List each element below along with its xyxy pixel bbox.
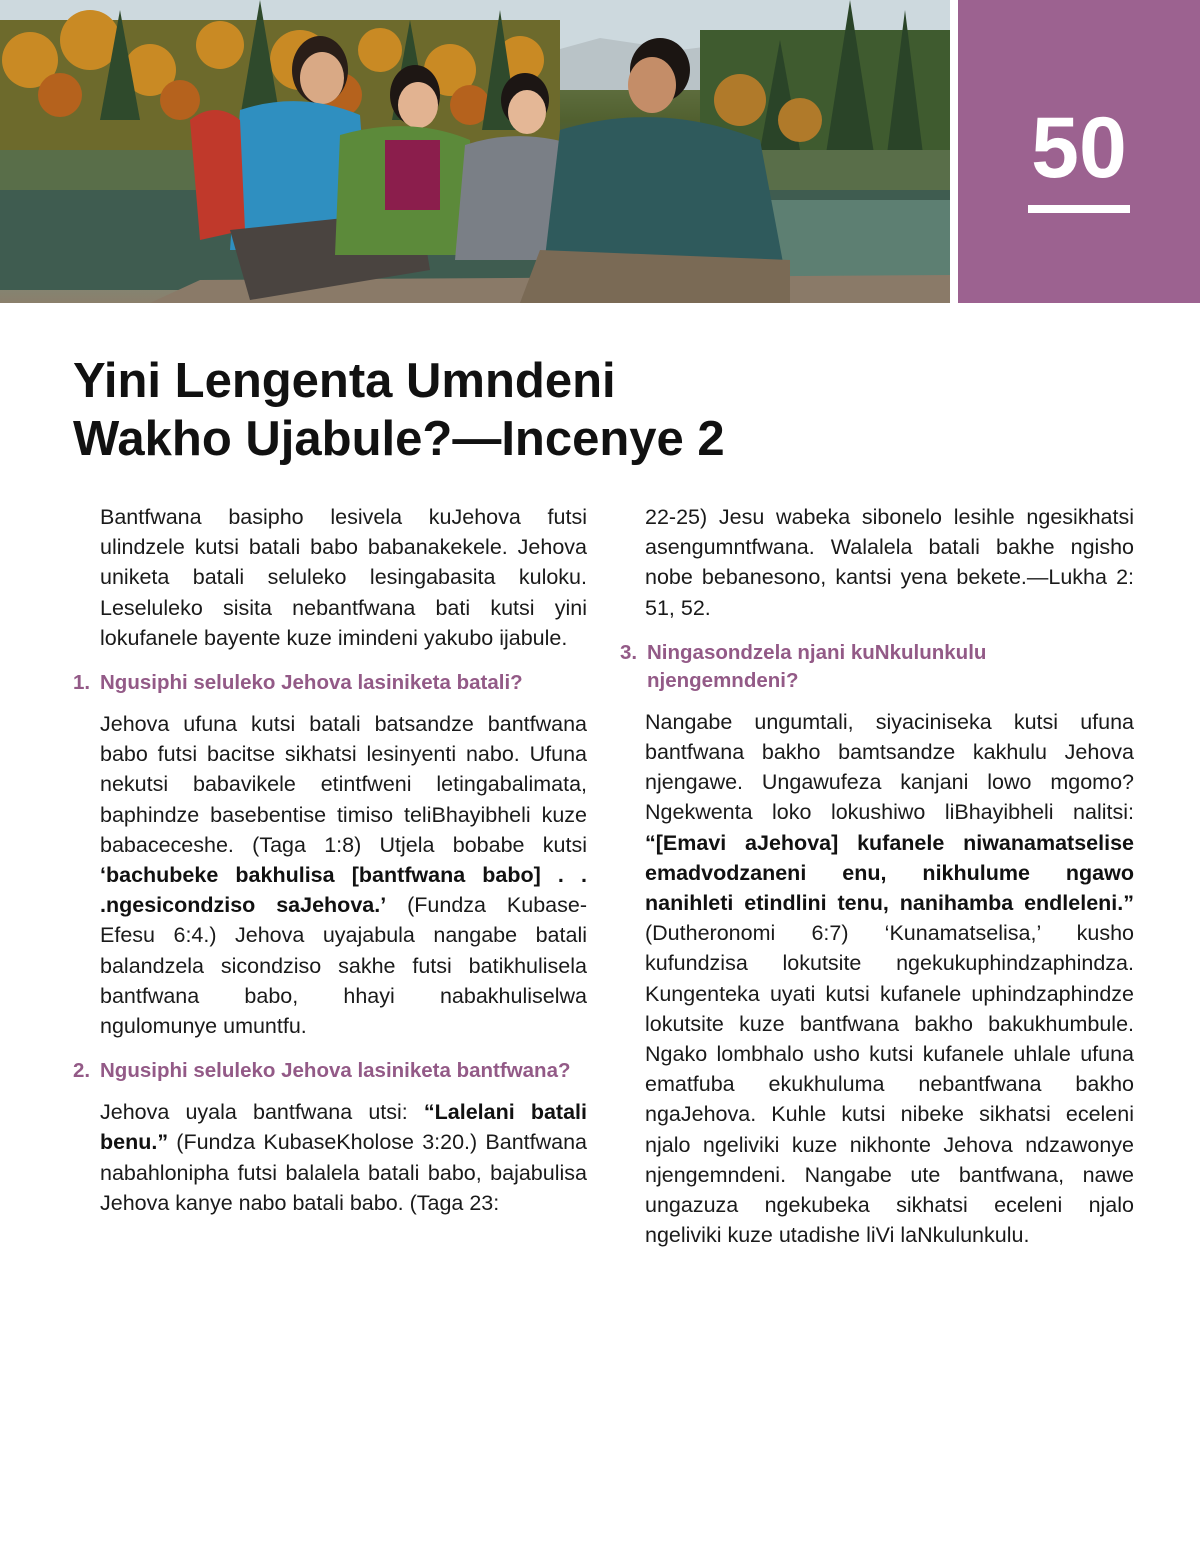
question-2-text: Ngusiphi seluleko Jehova lasiniketa bantfwana? xyxy=(100,1059,571,1083)
question-3-heading xyxy=(620,639,1134,695)
question-3-number: 3. xyxy=(620,640,638,664)
question-1-heading xyxy=(73,669,587,697)
page-title-line2: Wakho Ujabule?—Incenye 2 xyxy=(73,412,725,466)
section-1-bold-quote: ‘bachubeke bakhulisa [bantfwana babo] . . .ngesicondziso saJehova.’ xyxy=(100,863,587,918)
family-photo-illustration xyxy=(0,0,950,303)
question-1-number: 1. xyxy=(73,671,91,695)
chapter-number-underline xyxy=(1028,205,1130,213)
section-2-text-b: (Fundza KubaseKholose 3:20.) Bantfwana nabahlonipha futsi balalela batali babo, bajabulisa Jehova kanye nabo batali babo. (Taga 23: xyxy=(100,1130,587,1215)
page-title xyxy=(73,352,973,468)
section-3-bold-quote: “[Emavi aJehova] kufanele niwanamatselise emadvodzaneni enu, nikhulume ngawo nanihleti etindlini tenu, nanihamba endleleni.” xyxy=(645,830,1134,916)
section-2-bold-quote: “Lalelani batali benu.” xyxy=(100,1100,587,1155)
right-column xyxy=(620,502,1134,1250)
question-2-heading xyxy=(73,1057,587,1085)
question-3-text: Ningasondzela njani kuNkulunkulu njengemndeni? xyxy=(647,640,987,692)
section-1-text-b: (Fundza Kubase-Efesu 6:4.) Jehova uyajabula nangabe batali balandzela sicondziso sakhe futsi batikhulisela bantfwana babo, hhayi nabakhuliselwa ngulomunye umuntfu. xyxy=(100,893,587,1039)
section-1-text-a: Jehova ufuna kutsi batali batsandze bantfwana babo futsi bacitse sikhatsi lesinyenti nabo. Ufuna nekutsi babavikele etintfweni letingabalimata, baphindze basebentise timiso teliBhayibheli kuze babaceceshe. (Taga 1:8) Utjela bobabe kutsi xyxy=(100,712,587,857)
section-2-text-a: Jehova uyala bantfwana utsi: xyxy=(100,1100,424,1125)
intro-paragraph: Bantfwana basipho lesivela kuJehova futsi ulindzele kutsi batali babo babanakekele. Jehova uniketa batali seluleko lesingabasita kuloku. Leseluleko sisita nebantfwana bati kutsi yini lokufanele bayente kuze imindeni yakubo ijabule. xyxy=(100,505,587,650)
section-1-paragraph xyxy=(100,709,587,1041)
section-2-continuation: 22-25) Jesu wabeka sibonelo lesihle ngesikhatsi asengumntfwana. Walalela batali bakhe ngisho nobe bebanesono, kantsi yena bekete.—Lukha 2: 51, 52. xyxy=(645,505,1134,620)
section-3-paragraph xyxy=(645,707,1134,1251)
chapter-number: 50 xyxy=(1031,100,1127,196)
question-1-text: Ngusiphi seluleko Jehova lasiniketa batali? xyxy=(100,671,523,695)
header-photo xyxy=(0,0,950,303)
chapter-number-box xyxy=(958,0,1200,303)
section-3-text-b: (Dutheronomi 6:7) ‘Kunamatselisa,’ kusho kufundzisa lokutsite ngekukuphindzaphindza. Kungenteka uyati kutsi kufanele uphindzaphindze lokutsite kuze bantfwana bakho bakukhumbule. Ngako lombhalo usho kutsi kufanele uhlale ufuna ematfuba ekukhuluma nebantfwana bakho ngaJehova. Kuhle kutsi nibeke sikhatsi eceleni njalo ngeliviki kuze nikhonte Jehova ndzawonye njengemndeni. Nangabe ute bantfwana, nawe ungazuza ngekubeka sikhatsi eceleni njalo ngeliviki kuze utadishe liVi laNkulunkulu. xyxy=(645,921,1134,1248)
page-title-line1: Yini Lengenta Umndeni xyxy=(73,354,616,408)
left-column xyxy=(73,502,587,1218)
question-2-number: 2. xyxy=(73,1059,91,1083)
section-3-text-a: Nangabe ungumtali, siyaciniseka kutsi ufuna bantfwana bakho bamtsandze kakhulu Jehova njengawe. Ungawufeza kanjani lowo mgomo? Ngekwenta loko lokushiwo liBhayibheli nalitsi: xyxy=(645,709,1134,825)
section-2-paragraph xyxy=(100,1097,587,1218)
